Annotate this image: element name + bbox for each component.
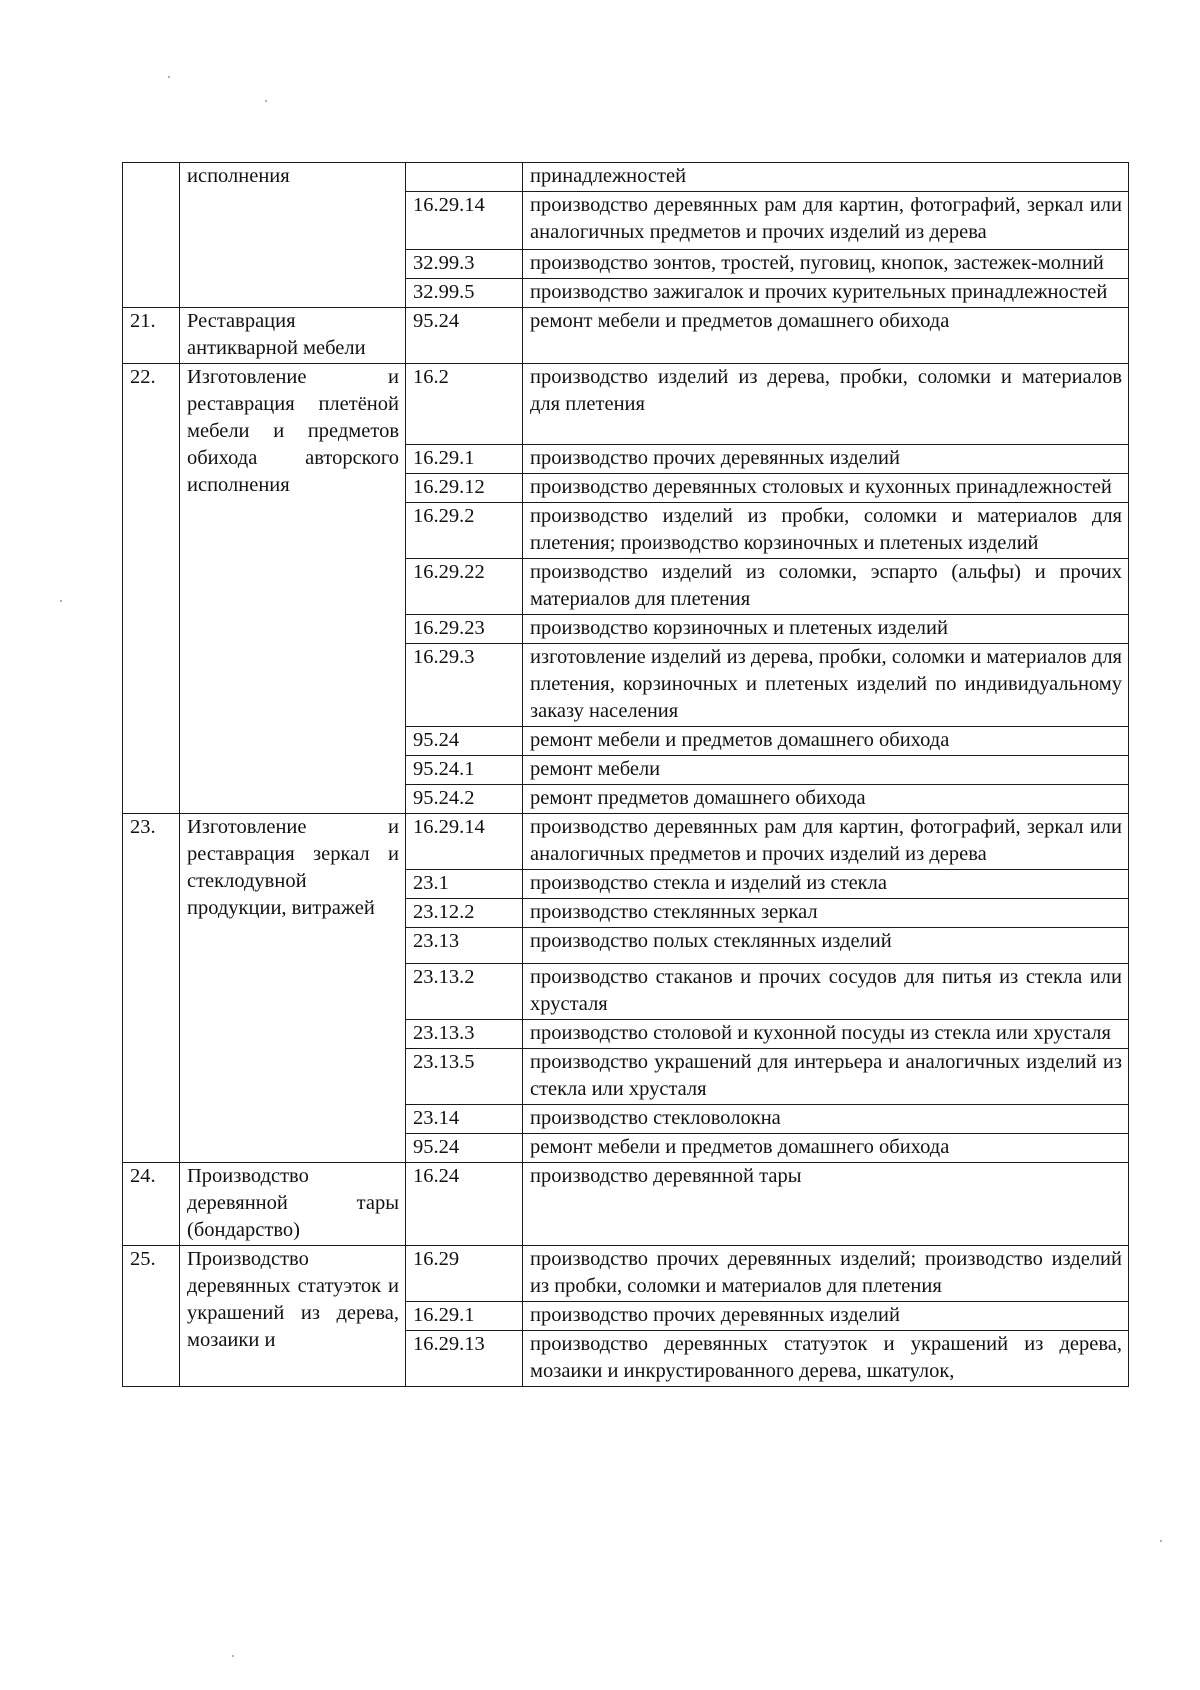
scan-speck	[265, 100, 267, 102]
okved-code: 16.29.13	[406, 1331, 523, 1387]
okved-code: 23.13.3	[406, 1020, 523, 1049]
okved-description: производство корзиночных и плетеных изделий	[523, 615, 1129, 644]
table-row	[123, 308, 1129, 364]
table-row	[123, 814, 1129, 870]
okved-description: ремонт мебели	[523, 756, 1129, 785]
okved-code: 23.14	[406, 1105, 523, 1134]
okved-description: производство деревянной тары	[523, 1163, 1129, 1246]
okved-description: производство прочих деревянных изделий	[523, 1302, 1129, 1331]
okved-code: 23.13	[406, 928, 523, 964]
okved-code: 32.99.5	[406, 279, 523, 308]
okved-description: производство изделий из соломки, эспарто (альфы) и прочих материалов для плетения	[523, 559, 1129, 615]
scan-speck	[168, 76, 170, 78]
okved-description: производство деревянных статуэток и украшений из дерева, мозаики и инкрустированного дерева, шкатулок,	[523, 1331, 1129, 1387]
activity-name: Производство деревянной тары (бондарство)	[180, 1163, 406, 1246]
okved-code: 95.24.2	[406, 785, 523, 814]
okved-code: 95.24	[406, 727, 523, 756]
okved-description: производство зонтов, тростей, пуговиц, кнопок, застежек-молний	[523, 250, 1129, 279]
okved-description: ремонт предметов домашнего обихода	[523, 785, 1129, 814]
okved-code: 16.29.14	[406, 814, 523, 870]
activity-name: Производство деревянных статуэток и украшений из дерева, мозаики и	[180, 1246, 406, 1387]
okved-description: производство деревянных рам для картин, фотографий, зеркал или аналогичных предметов и прочих изделий из дерева	[523, 192, 1129, 250]
okved-description: производство стеклянных зеркал	[523, 899, 1129, 928]
scan-speck	[232, 1655, 234, 1657]
okved-description: производство прочих деревянных изделий; производство изделий из пробки, соломки и материалов для плетения	[523, 1246, 1129, 1302]
activity-name: исполнения	[180, 163, 406, 308]
activity-name: Изготовление и реставрация зеркал и стеклодувной продукции, витражей	[180, 814, 406, 1163]
okved-code: 16.29.14	[406, 192, 523, 250]
scan-speck	[1160, 1540, 1162, 1542]
okved-description: производство прочих деревянных изделий	[523, 445, 1129, 474]
okved-description: производство украшений для интерьера и аналогичных изделий из стекла или хрусталя	[523, 1049, 1129, 1105]
okved-code: 23.1	[406, 870, 523, 899]
okved-code	[406, 163, 523, 192]
okved-code: 16.29.1	[406, 1302, 523, 1331]
okved-code: 95.24	[406, 1134, 523, 1163]
okved-code: 16.29.1	[406, 445, 523, 474]
okved-description: принадлежностей	[523, 163, 1129, 192]
okved-description: ремонт мебели и предметов домашнего обихода	[523, 1134, 1129, 1163]
okved-description: производство столовой и кухонной посуды из стекла или хрусталя	[523, 1020, 1129, 1049]
okved-code: 95.24	[406, 308, 523, 364]
okved-code: 16.29	[406, 1246, 523, 1302]
okved-description: изготовление изделий из дерева, пробки, соломки и материалов для плетения, корзиночных и плетеных изделий по индивидуальному заказу населения	[523, 644, 1129, 727]
okved-description: ремонт мебели и предметов домашнего обихода	[523, 727, 1129, 756]
row-number: 22.	[123, 364, 180, 814]
table-row	[123, 1246, 1129, 1302]
okved-description: производство стаканов и прочих сосудов для питья из стекла или хрусталя	[523, 964, 1129, 1020]
okved-code: 16.29.22	[406, 559, 523, 615]
row-number: 23.	[123, 814, 180, 1163]
okved-description: производство полых стеклянных изделий	[523, 928, 1129, 964]
activity-name: Изготовление и реставрация плетёной мебели и предметов обихода авторского исполнения	[180, 364, 406, 814]
row-number: 25.	[123, 1246, 180, 1387]
okved-code: 16.29.12	[406, 474, 523, 503]
table-row	[123, 163, 1129, 192]
okved-code: 95.24.1	[406, 756, 523, 785]
table-row	[123, 1163, 1129, 1246]
okved-code: 16.29.3	[406, 644, 523, 727]
okved-description: производство стекловолокна	[523, 1105, 1129, 1134]
activity-name: Реставрация антикварной мебели	[180, 308, 406, 364]
row-number	[123, 163, 180, 308]
okved-description: производство деревянных столовых и кухонных принадлежностей	[523, 474, 1129, 503]
table-body	[123, 163, 1129, 1387]
okved-description: производство изделий из пробки, соломки и материалов для плетения; производство корзиночных и плетеных изделий	[523, 503, 1129, 559]
okved-code: 32.99.3	[406, 250, 523, 279]
okved-code: 16.29.2	[406, 503, 523, 559]
okved-description: производство стекла и изделий из стекла	[523, 870, 1129, 899]
okved-code: 23.13.2	[406, 964, 523, 1020]
okved-description: производство зажигалок и прочих курительных принадлежностей	[523, 279, 1129, 308]
scan-speck	[60, 600, 62, 602]
okved-code: 16.2	[406, 364, 523, 445]
row-number: 24.	[123, 1163, 180, 1246]
okved-code: 23.13.5	[406, 1049, 523, 1105]
okved-code: 16.29.23	[406, 615, 523, 644]
okved-code: 16.24	[406, 1163, 523, 1246]
okved-description: производство изделий из дерева, пробки, соломки и материалов для плетения	[523, 364, 1129, 445]
okved-description: ремонт мебели и предметов домашнего обихода	[523, 308, 1129, 364]
table-row	[123, 364, 1129, 445]
okved-description: производство деревянных рам для картин, фотографий, зеркал или аналогичных предметов и прочих изделий из дерева	[523, 814, 1129, 870]
row-number: 21.	[123, 308, 180, 364]
activity-codes-table	[122, 162, 1129, 1387]
okved-code: 23.12.2	[406, 899, 523, 928]
